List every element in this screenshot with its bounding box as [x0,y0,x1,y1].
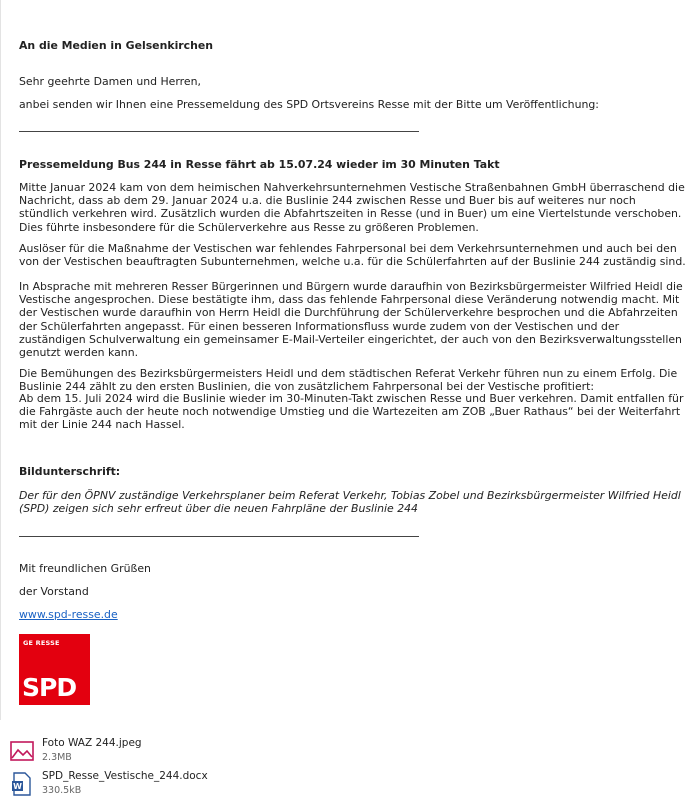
caption-heading: Bildunterschrift: [19,465,121,478]
attachment-size: 330.5kB [42,785,82,796]
spd-logo [19,634,90,705]
separator-line [19,536,419,537]
caption-text: Der für den ÖPNV zuständige Verkehrsplaner beim Referat Verkehr, Tobias Zobel und Bezirksbürgermeister Wilfried Heidl (SPD) zeigen sich sehr erfreut über die neuen Fahrpläne der Buslinie 244 [19,489,681,516]
logo-text: SPD [22,673,77,702]
attachment-name: Foto WAZ 244.jpeg [42,737,142,749]
intro-text: anbei senden wir Ihnen eine Pressemeldung des SPD Ortsvereins Resse mit der Bitte um Veröffentlichung: [19,98,599,111]
salutation: Sehr geehrte Damen und Herren, [19,75,201,88]
paragraph: Mitte Januar 2024 kam von dem heimischen Nahverkehrsunternehmen Vestische Straßenbahnen GmbH überraschend die Nachricht, dass ab dem 29. Januar 2024 u.a. die Buslinie 244 zwischen Resse und Buer bis auf weiteres nur noch stündlich verkehren wird. Zusätzlich wurden die Abfahrtszeiten in Resse (und in Buer) um eine Viertelstunde verschoben. Dies führte insbesondere für die Schülerverkehre aus Resse zu größeren Problemen. [19,181,685,234]
website-link-wrap [19,608,687,621]
paragraph: In Absprache mit mehreren Resser Bürgerinnen und Bürgern wurde daraufhin von Bezirksbürgermeister Wilfried Heidl die Vestische angesprochen. Diese bestätigte ihm, dass das fehlende Fahrpersonal diese Veränderung notwendig macht. Mit der Vestischen wurde daraufhin von Herrn Heidl die Durchführung der Schülerverkehre besprochen und die Abfahrzeiten der Schülerfahrten angepasst. Für einen besseren Informationsfluss wurde zudem von der Vestischen und der zuständigen Schulverwaltung ein gemeinsamer E-Mail-Verteiler eingerichtet, der auch von den Bezirksverwaltungsstellen genutzt werden kann. [19,280,683,360]
svg-text:W: W [13,782,22,791]
press-release-title: Pressemeldung Bus 244 in Resse fährt ab 15.07.24 wieder im 30 Minuten Takt [19,158,500,171]
website-link[interactable]: www.spd-resse.de [19,608,118,621]
attachment-item[interactable] [10,737,310,769]
attachment-item[interactable] [10,770,310,802]
recipient-header: An die Medien in Gelsenkirchen [19,39,214,52]
sender-text: der Vorstand [19,585,89,598]
word-document-icon [10,772,34,796]
paragraph: Auslöser für die Maßnahme der Vestischen war fehlendes Fahrpersonal bei dem Verkehrsunternehmen und auch bei den von der Vestischen beauftragten Subunternehmen, welche u.a. für die Schülerfahrten auf der Buslinie 244 zuständig sind. [19,242,686,269]
logo-subtext: GE RESSE [23,639,60,647]
closing-text: Mit freundlichen Grüßen [19,562,151,575]
separator-line [19,131,419,132]
paragraph: Ab dem 15. Juli 2024 wird die Buslinie wieder im 30-Minuten-Takt zwischen Resse und Buer verkehren. Damit entfallen für die Fahrgäste auch der heute noch notwendige Umstieg und die Wartezeiten am ZOB „Buer Rathaus“ bei der Weiterfahrt mit der Linie 244 nach Hassel. [19,392,684,432]
attachment-size: 2.3MB [42,752,72,763]
attachment-name: SPD_Resse_Vestische_244.docx [42,770,208,782]
image-file-icon [10,739,34,763]
paragraph: Die Bemühungen des Bezirksbürgermeisters Heidl und dem städtischen Referat Verkehr führen nun zu einem Erfolg. Die Buslinie 244 zählt zu den ersten Buslinien, die von zusätzlichem Fahrpersonal bei der Vestische profitiert: [19,367,678,394]
